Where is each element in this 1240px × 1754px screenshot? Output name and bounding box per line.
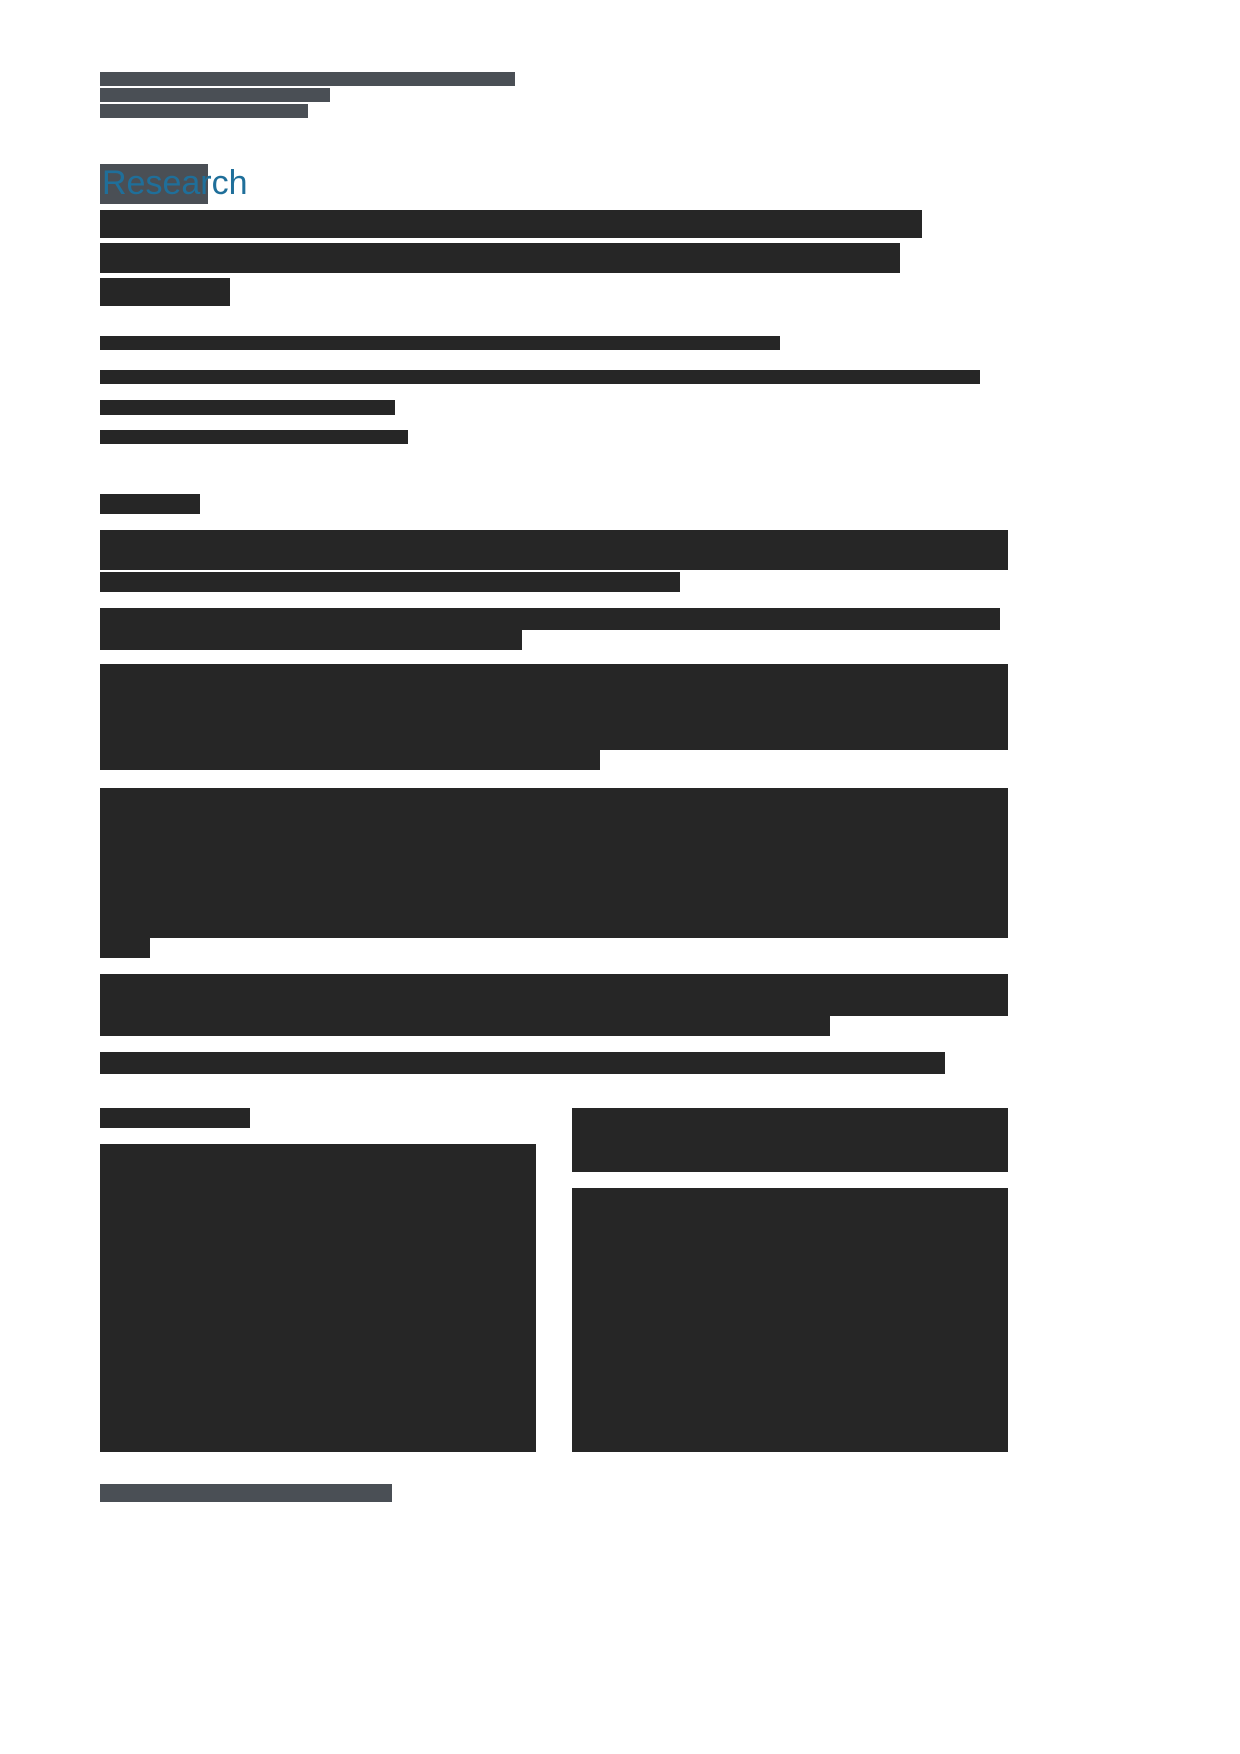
body-text-left xyxy=(100,1144,536,1452)
abstract-paragraph xyxy=(100,750,600,770)
author-list xyxy=(100,336,780,350)
paper-title-line xyxy=(100,210,922,238)
abstract-paragraph xyxy=(100,1016,830,1036)
keywords-line xyxy=(100,1052,945,1074)
abstract-paragraph xyxy=(100,974,1008,1016)
abstract-paragraph xyxy=(100,572,680,592)
journal-info-line xyxy=(100,72,515,86)
abstract-heading xyxy=(100,494,200,514)
introduction-heading xyxy=(100,1108,250,1128)
abstract-paragraph xyxy=(100,630,522,650)
abstract-paragraph xyxy=(100,664,1008,750)
journal-info-line xyxy=(100,104,308,118)
affiliation xyxy=(100,370,980,384)
body-text-right xyxy=(572,1108,1008,1172)
abstract-paragraph xyxy=(100,530,1008,570)
journal-info-line xyxy=(100,88,330,102)
dates-line xyxy=(100,430,408,444)
abstract-paragraph xyxy=(100,938,150,958)
corresponding-author xyxy=(100,400,395,415)
paper-title-line xyxy=(100,278,230,306)
paper-title-line xyxy=(100,243,900,273)
body-text-right xyxy=(572,1188,1008,1452)
section-label: Research xyxy=(102,164,248,202)
abstract-paragraph xyxy=(100,608,1000,630)
footer-line xyxy=(100,1484,392,1502)
abstract-paragraph xyxy=(100,788,1008,938)
